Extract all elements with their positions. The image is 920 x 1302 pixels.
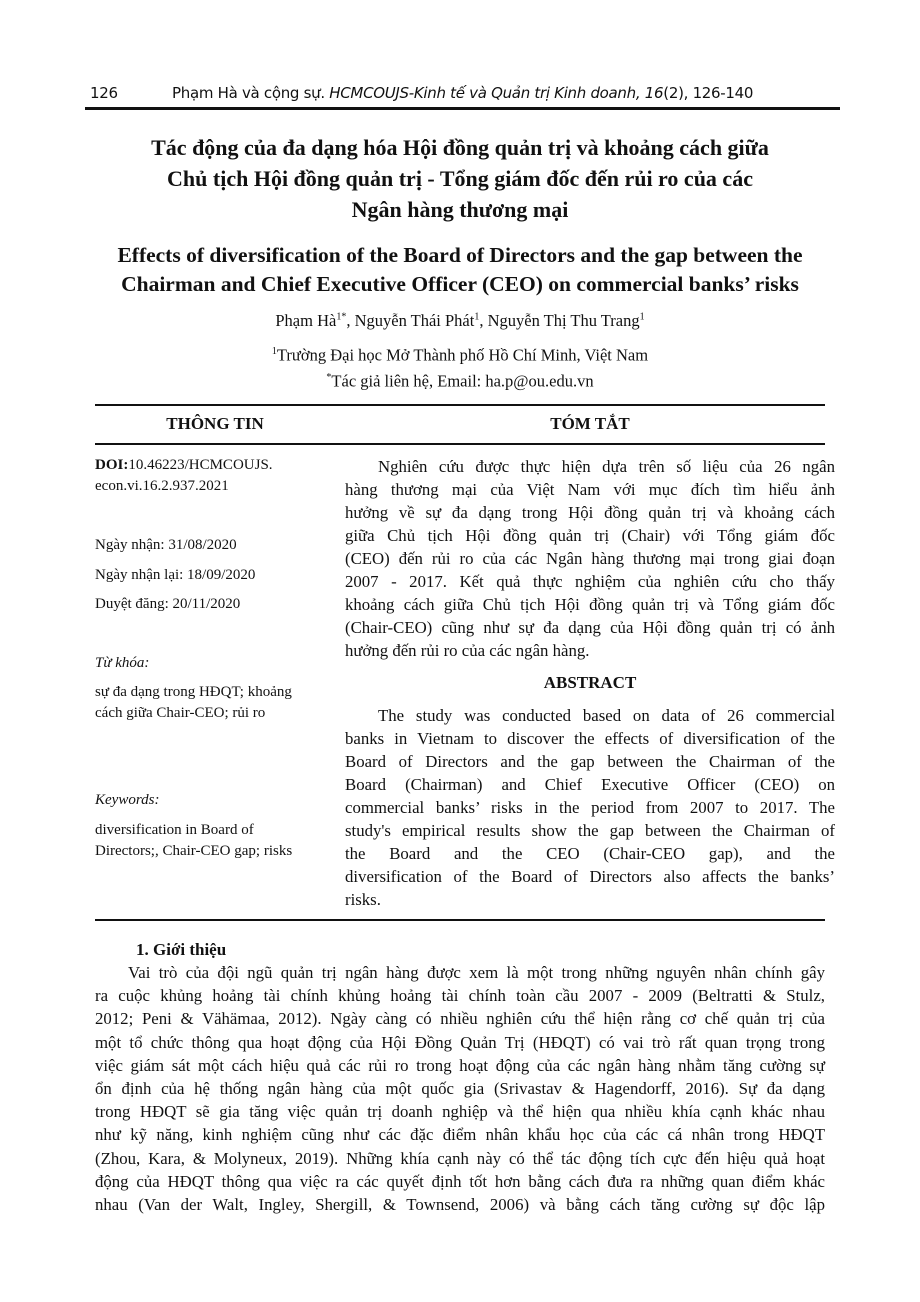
author-sup: 1 (639, 311, 645, 323)
keywords-en-line: Directors;, Chair-CEO gap; risks (95, 843, 293, 859)
running-header-journal: HCMCOUJS-Kinh tế và Quản trị Kinh doanh, 16 (329, 84, 664, 102)
text-line: một tổ chức thông qua hoạt động của Hội Đồng Quản Trị (HĐQT) có vai trò rất quan trọng trong (95, 1032, 825, 1052)
text-line: (Zhou, Kara, & Molyneux, 2019). Những khía cạnh này có thể tác động tích cực đến hiệu quả hoạt (95, 1148, 825, 1168)
title-en-line: Chairman and Chief Executive Officer (CEO) on commercial banks’ risks (121, 272, 799, 296)
text-line: risks. (345, 890, 381, 909)
intro-paragraph (95, 961, 825, 1216)
keywords-en (95, 820, 335, 862)
author-name: , Nguyễn Thị Thu Trang (479, 311, 640, 330)
page-number: 126 (90, 84, 118, 102)
text-line: hưởng đến rủi ro của các ngân hàng. (345, 641, 590, 660)
affiliation-sup: 1 (271, 346, 277, 357)
date-received: Ngày nhận: 31/08/2020 (95, 537, 237, 553)
text-line: 2012; Peni & Vähämaa, 2012). Ngày càng có nhiều nghiên cứu thể hiện rằng cơ chế quản trị của (95, 1009, 825, 1029)
text-line: diversification of the Board of Directors also affects the banks’ (345, 867, 835, 886)
contact-sup: * (326, 371, 332, 383)
keywords-en-label: Keywords: (95, 792, 160, 808)
abstract-en (345, 704, 835, 911)
text-line: study's empirical results show the gap between the Chairman of (345, 821, 835, 840)
contact-email[interactable]: Tác giả liên hệ, Email: ha.p@ou.edu.vn (331, 371, 594, 390)
text-line: Board (Chairman) and Chief Executive Officer (CEO) on (345, 775, 835, 794)
author-sup: 1* (336, 311, 347, 323)
text-line: Nghiên cứu được thực hiện dựa trên số liệu của 26 ngân (378, 457, 835, 476)
text-line: banks in Vietnam to discover the effects of diversification of the (345, 729, 835, 748)
title-en-line: Effects of diversification of the Board of Directors and the gap between the (117, 243, 803, 267)
contact (60, 367, 860, 393)
text-line: Vai trò của đội ngũ quản trị ngân hàng được xem là một trong những nguyên nhân chính gây (128, 963, 825, 982)
doi-value[interactable]: 10.46223/HCMCOUJS. (128, 457, 273, 473)
title-vietnamese (60, 132, 860, 225)
table-bottom-rule (95, 919, 825, 921)
text-line: nhau (Van der Walt, Ingley, Shergill, & Townsend, 2006) và bằng cách tăng cường sự độc lập (95, 1194, 825, 1214)
text-line: giữa Chủ tịch Hội đồng quản trị (Chair) với Tổng giám đốc (345, 526, 835, 545)
doi-label: DOI: (95, 457, 129, 473)
text-line: ra cuộc khủng hoảng tài chính khủng hoảng tài chính toàn cầu 2007 - 2009 (Beltratti & Stulz, (95, 986, 825, 1006)
text-line: (CEO) đến rủi ro của các Ngân hàng thương mại trong giai đoạn (345, 549, 835, 568)
affiliation-block (60, 341, 860, 392)
author-name: , Nguyễn Thái Phát (346, 311, 475, 330)
author-sup: 1 (474, 311, 480, 323)
text-line: (Chair-CEO) cũng như sự đa dạng của Hội đồng quản trị có ảnh (345, 618, 835, 637)
text-line: ổn định của hệ thống ngân hàng của một quốc gia (Srivastav & Hagendorff, 2016). Sự đa dạng (95, 1078, 825, 1098)
title-vi-line: Chủ tịch Hội đồng quản trị - Tổng giám đốc đến rủi ro của các (167, 166, 753, 191)
text-line: như kỹ năng, kinh nghiệm cũng như các đặc điểm nhân khẩu học của các cá nhân trong HĐQT (95, 1125, 825, 1145)
text-line: the Board and the CEO (Chair-CEO gap), and the (345, 844, 835, 863)
section-heading: 1. Giới thiệu (136, 940, 227, 959)
keywords-vi-label: Từ khóa: (95, 655, 150, 671)
text-line: động của HĐQT thông qua việc ra các quyết định tốt hơn bằng cách đưa ra những quan điểm khác (95, 1171, 825, 1191)
affiliation-text: Trường Đại học Mở Thành phố Hồ Chí Minh, Việt Nam (276, 345, 649, 365)
author-name: Phạm Hà (275, 311, 337, 330)
title-vi-line: Tác động của đa dạng hóa Hội đồng quản trị và khoảng cách giữa (151, 135, 769, 160)
text-line: hàng thương mại của Việt Nam với mục đích tìm hiểu ảnh (345, 480, 835, 499)
running-header-issue: (2), 126-140 (663, 84, 754, 102)
table-header-rule (95, 443, 825, 445)
text-line: việc giám sát một cách hiệu quả các rủi ro trong hoạt động của các ngân hàng nhằm tăng cường sự (95, 1055, 825, 1075)
text-line: hưởng về sự đa dạng trong Hội đồng quản trị và khoảng cách (345, 503, 835, 522)
keywords-en-line: diversification in Board of (95, 822, 254, 838)
table-top-rule (95, 404, 825, 406)
keywords-vi-line: sự đa dạng trong HĐQT; khoảng (95, 684, 292, 700)
text-line: trong HĐQT sẽ gia tăng việc quản trị doanh nghiệp và thể hiện qua nhiều khía cạnh khác nhau (95, 1102, 825, 1122)
keywords-vi (95, 682, 335, 724)
date-revised: Ngày nhận lại: 18/09/2020 (95, 567, 256, 583)
text-line: The study was conducted based on data of 26 commercial (378, 706, 835, 725)
abstract-heading: ABSTRACT (543, 673, 637, 692)
text-line: commercial banks’ risks in the period from 2007 to 2017. The (345, 798, 835, 817)
authors (60, 311, 860, 331)
date-accepted: Duyệt đăng: 20/11/2020 (95, 596, 241, 612)
title-english (60, 241, 860, 299)
summary-vi (345, 455, 835, 662)
keywords-vi-line: cách giữa Chair-CEO; rủi ro (95, 705, 266, 721)
text-line: khoảng cách giữa Chủ tịch Hội đồng quản trị và Tổng giám đốc (345, 595, 835, 614)
doi (95, 455, 335, 497)
text-line: Board of Directors and the gap between the Chairman of the (345, 752, 835, 771)
doi-value-cont[interactable]: econ.vi.16.2.937.2021 (95, 478, 229, 494)
running-header (172, 84, 753, 102)
title-vi-line: Ngân hàng thương mại (351, 197, 569, 222)
info-heading: THÔNG TIN (166, 414, 264, 433)
header-rule (85, 107, 840, 110)
text-line: 2007 - 2017. Kết quả thực nghiệm của nghiên cứu cho thấy (345, 572, 835, 591)
running-header-authors: Phạm Hà và cộng sự. (172, 84, 325, 102)
summary-heading: TÓM TẮT (550, 414, 630, 433)
affiliation (60, 341, 860, 367)
